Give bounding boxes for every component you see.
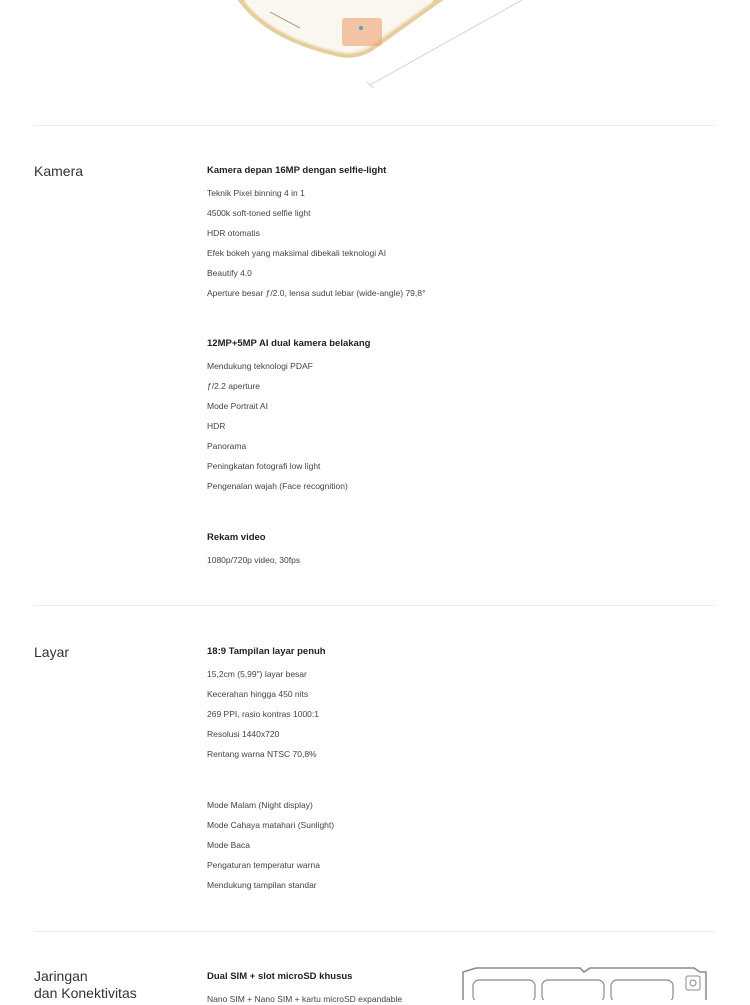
list-item: Aperture besar ƒ/2.0, lensa sudut lebar (wide-angle) 79,8° bbox=[207, 288, 426, 298]
list-item: Mendukung tampilan standar bbox=[207, 880, 317, 890]
list-item: Mode Cahaya matahari (Sunlight) bbox=[207, 820, 335, 830]
list-item: Mode Baca bbox=[207, 840, 250, 850]
group-title-video: Rekam video bbox=[207, 532, 266, 543]
list-item: 4500k soft-toned selfie light bbox=[207, 208, 311, 218]
list-item: 1080p/720p video, 30fps bbox=[207, 555, 301, 565]
section-title-jaringan bbox=[34, 968, 137, 1002]
list-item: 15,2cm (5,99") layar besar bbox=[207, 669, 307, 679]
group-title-front-camera: Kamera depan 16MP dengan selfie-light bbox=[207, 165, 387, 176]
list-item: Mode Malam (Night display) bbox=[207, 800, 313, 810]
sim-tray-illustration bbox=[460, 964, 710, 1000]
group-title-display: 18:9 Tampilan layar penuh bbox=[207, 646, 326, 657]
list-item: Kecerahan hingga 450 nits bbox=[207, 689, 309, 699]
section-title-line-2: dan Konektivitas bbox=[34, 985, 137, 1001]
phone-illustration bbox=[230, 0, 550, 95]
list-item: Peningkatan fotografi low light bbox=[207, 461, 321, 471]
divider bbox=[34, 605, 715, 606]
list-item: Nano SIM + Nano SIM + kartu microSD expandable bbox=[207, 994, 403, 1004]
list-item: Mode Portrait AI bbox=[207, 401, 268, 411]
divider bbox=[34, 125, 715, 126]
list-item: Beautify 4.0 bbox=[207, 268, 252, 278]
section-title-kamera: Kamera bbox=[34, 163, 84, 179]
section-title-layar: Layar bbox=[34, 644, 70, 660]
list-item: 269 PPI, rasio kontras 1000:1 bbox=[207, 709, 319, 719]
group-title-rear-camera: 12MP+5MP AI dual kamera belakang bbox=[207, 338, 371, 349]
list-item: Pengaturan temperatur warna bbox=[207, 860, 320, 870]
group-title-dual-sim: Dual SIM + slot microSD khusus bbox=[207, 971, 353, 982]
section-title-line-1: Jaringan bbox=[34, 968, 88, 984]
list-item: HDR bbox=[207, 421, 226, 431]
list-item: Resolusi 1440x720 bbox=[207, 729, 280, 739]
list-item: Efek bokeh yang maksimal dibekali teknologi AI bbox=[207, 248, 387, 258]
list-item: ƒ/2.2 aperture bbox=[207, 381, 260, 391]
list-item: Teknik Pixel binning 4 in 1 bbox=[207, 188, 305, 198]
list-item: Panorama bbox=[207, 441, 247, 451]
list-item: Mendukung teknologi PDAF bbox=[207, 361, 313, 371]
list-item: Pengenalan wajah (Face recognition) bbox=[207, 481, 348, 491]
list-item: HDR otomatis bbox=[207, 228, 260, 238]
divider bbox=[34, 931, 715, 932]
list-item: Rentang warna NTSC 70,8% bbox=[207, 749, 317, 759]
